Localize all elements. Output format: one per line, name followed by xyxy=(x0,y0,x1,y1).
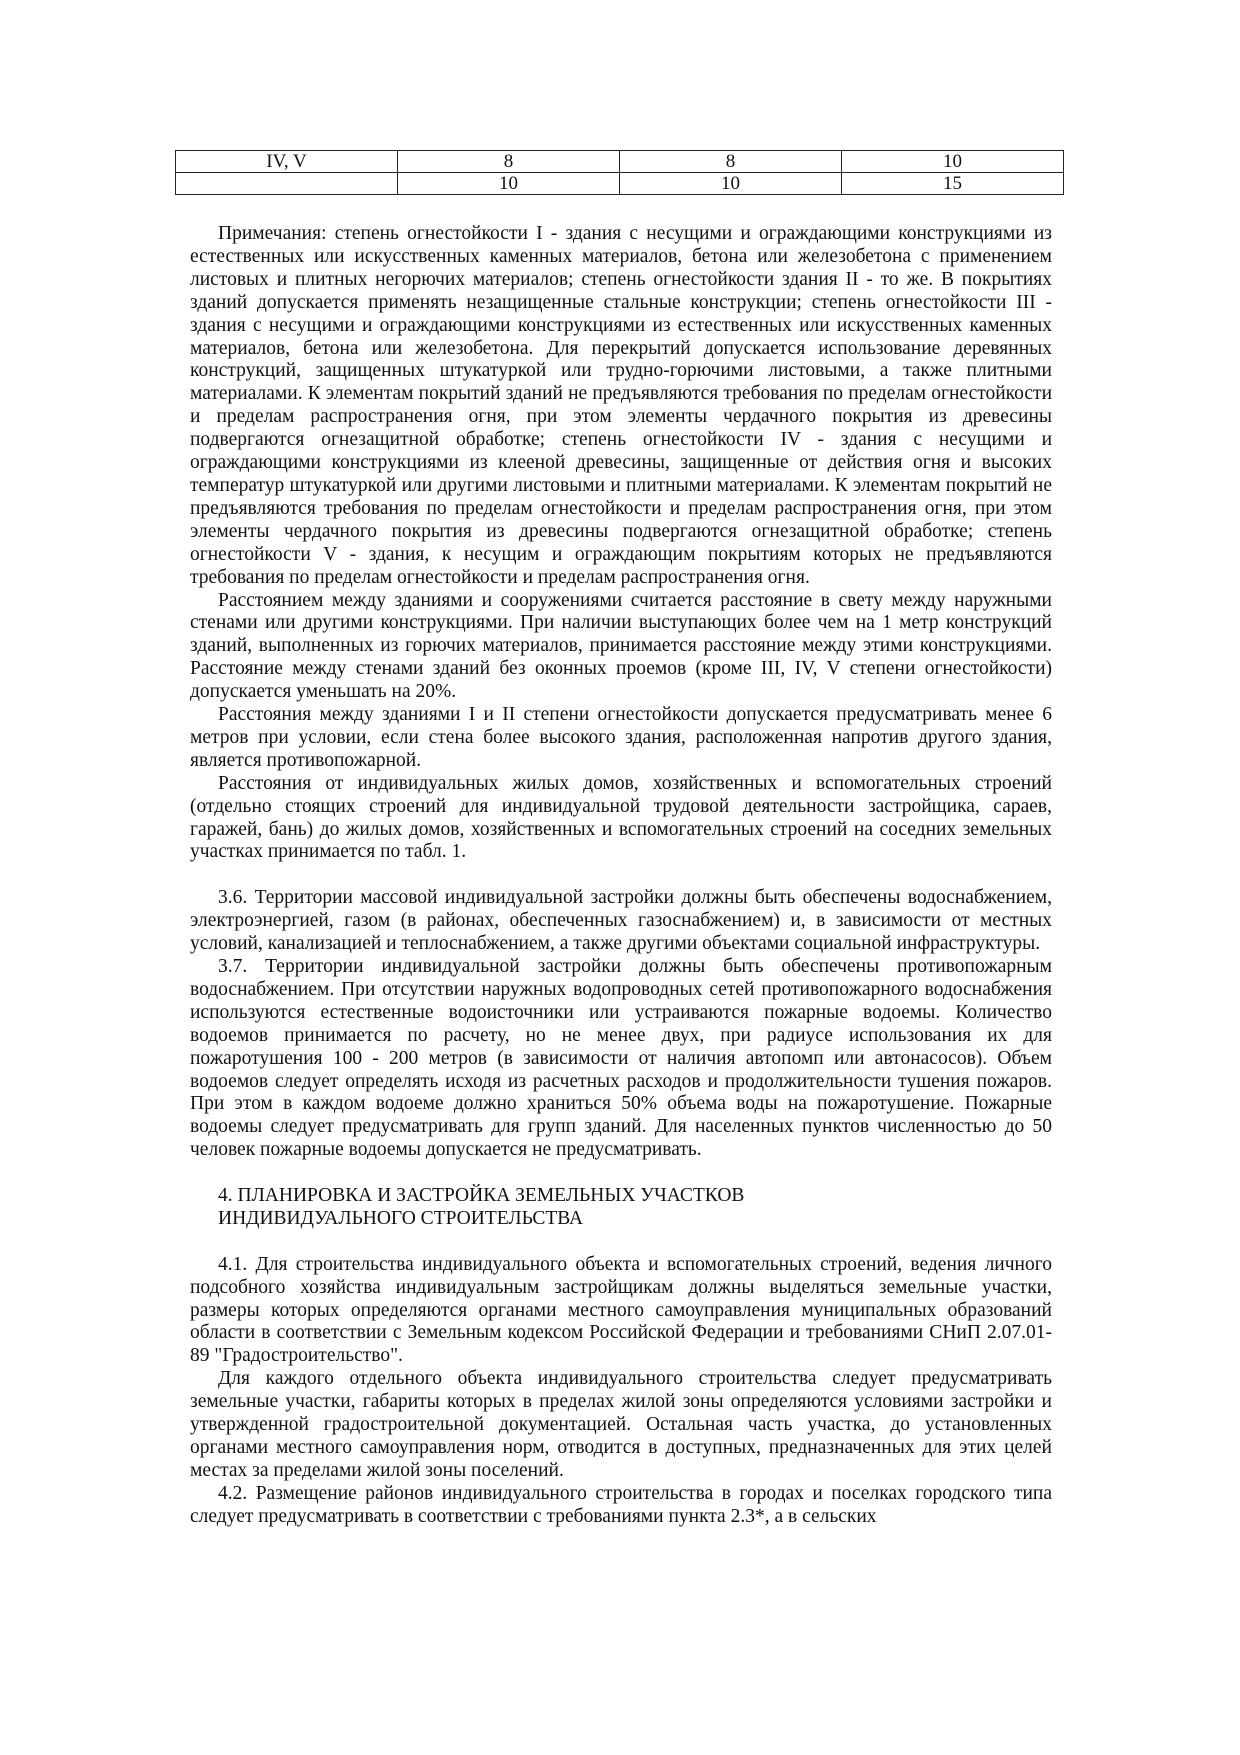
clause-3-7: 3.7. Территории индивидуальной застройки должны быть обеспечены противопожарным водоснабжением. При отсутствии наружных водопроводных сетей противопожарного водоснабжения используются естественные водоисточники или устраиваются пожарные водоемы. Количество водоемов принимается по расчету, но не менее двух, при радиусе использования их для пожаротушения 100 - 200 метров (в зависимости от наличия автопомп или автонасосов). Объем водоемов следует определять исходя из расчетных расходов и продолжительности тушения пожаров. При этом в каждом водоеме должно храниться 50% объема воды на пожаротушение. Пожарные водоемы следует предусматривать для групп зданий. Для населенных пунктов численностью до 50 человек пожарные водоемы допускается не предусматривать. xyxy=(190,955,1052,1161)
clause-4-1: 4.1. Для строительства индивидуального объекта и вспомогательных строений, ведения личного подсобного хозяйства индивидуальным застройщикам должны выделяться земельные участки, размеры которых определяются органами местного самоуправления муниципальных образований области в соответствии с Земельным кодексом Российской Федерации и требованиями СНиП 2.07.01-89 "Градостроительство". xyxy=(190,1253,1052,1367)
distance-definition-paragraph: Расстоянием между зданиями и сооружениями считается расстояние в свету между наружными стенами или другими конструкциями. При наличии выступающих более чем на 1 метр конструкций зданий, выполненных из горючих материалов, принимается расстояние между этими конструкциями. Расстояние между стенами зданий без оконных проемов (кроме III, IV, V степени огнестойкости) допускается уменьшать на 20%. xyxy=(190,589,1052,703)
document-body xyxy=(190,223,1052,1529)
table-cell: 10 xyxy=(842,151,1064,173)
section-4-heading xyxy=(190,1185,1052,1231)
table-cell: 10 xyxy=(398,173,620,195)
table-cell: 8 xyxy=(398,151,620,173)
table-cell: 10 xyxy=(620,173,842,195)
fire-resistance-distance-paragraph: Расстояния между зданиями I и II степени огнестойкости допускается предусматривать менее 6 метров при условии, если стена более высокого здания, расположенная напротив другого здания, является противопожарной. xyxy=(190,704,1052,771)
clause-4-2: 4.2. Размещение районов индивидуального строительства в городах и поселках городского типа следует предусматривать в соответствии с требованиями пункта 2.3*, а в сельских xyxy=(190,1482,1052,1527)
table-cell: 15 xyxy=(842,173,1064,195)
section-4-heading-line-2: ИНДИВИДУАЛЬНОГО СТРОИТЕЛЬСТВА xyxy=(218,1207,584,1229)
table-row xyxy=(176,151,1064,173)
table-cell: IV, V xyxy=(176,151,398,173)
individual-houses-distance-paragraph: Расстояния от индивидуальных жилых домов, хозяйственных и вспомогательных строений (отдельно стоящих строений для индивидуальной трудовой деятельности застройщика, сараев, гаражей, бань) до жилых домов, хозяйственных и вспомогательных строений на соседних земельных участках принимается по табл. 1. xyxy=(190,772,1052,863)
distance-table xyxy=(175,150,1064,195)
table-row xyxy=(176,173,1064,195)
clause-3-6: 3.6. Территории массовой индивидуальной застройки должны быть обеспечены водоснабжением, электроэнергией, газом (в районах, обеспеченных газоснабжением) и, в зависимости от местных условий, канализацией и теплоснабжением, а также другими объектами социальной инфраструктуры. xyxy=(190,887,1052,955)
section-4-heading-line-1: 4. ПЛАНИРОВКА И ЗАСТРОЙКА ЗЕМЕЛЬНЫХ УЧАСТКОВ xyxy=(218,1185,745,1207)
table-cell xyxy=(176,173,398,195)
table-cell: 8 xyxy=(620,151,842,173)
clause-4-1-continued: Для каждого отдельного объекта индивидуального строительства следует предусматривать земельные участки, габариты которых в пределах жилой зоны определяются условиями застройки и утвержденной градостроительной документацией. Остальная часть участка, до установленных органами местного самоуправления норм, отводится в доступных, предназначенных для этих целей местах за пределами жилой зоны поселений. xyxy=(190,1368,1052,1481)
notes-paragraph: Примечания: степень огнестойкости I - здания с несущими и ограждающими конструкциями из естественных или искусственных каменных материалов, бетона или железобетона с применением листовых и плитных негорючих материалов; степень огнестойкости здания II - то же. В покрытиях зданий допускается применять незащищенные стальные конструкции; степень огнестойкости III - здания с несущими и ограждающими конструкциями из естественных или искусственных каменных материалов, бетона или железобетона. Для перекрытий допускается использование деревянных конструкций, защищенных штукатуркой или трудно-горючими листовыми, а также плитными материалами. К элементам покрытий зданий не предъявляются требования по пределам огнестойкости и пределам распространения огня, при этом элементы чердачного покрытия из древесины подвергаются огнезащитной обработке; степень огнестойкости IV - здания с несущими и ограждающими конструкциями из клееной древесины, защищенные от действия огня и высоких температур штукатуркой или другими листовыми и плитными материалами. К элементам покрытий не предъявляются требования по пределам огнестойкости и пределам распространения огня, при этом элементы чердачного покрытия из древесины подвергаются огнезащитной обработке; степень огнестойкости V - здания, к несущим и ограждающим покрытиям которых не предъявляются требования по пределам огнестойкости и пределам распространения огня. xyxy=(190,223,1052,588)
